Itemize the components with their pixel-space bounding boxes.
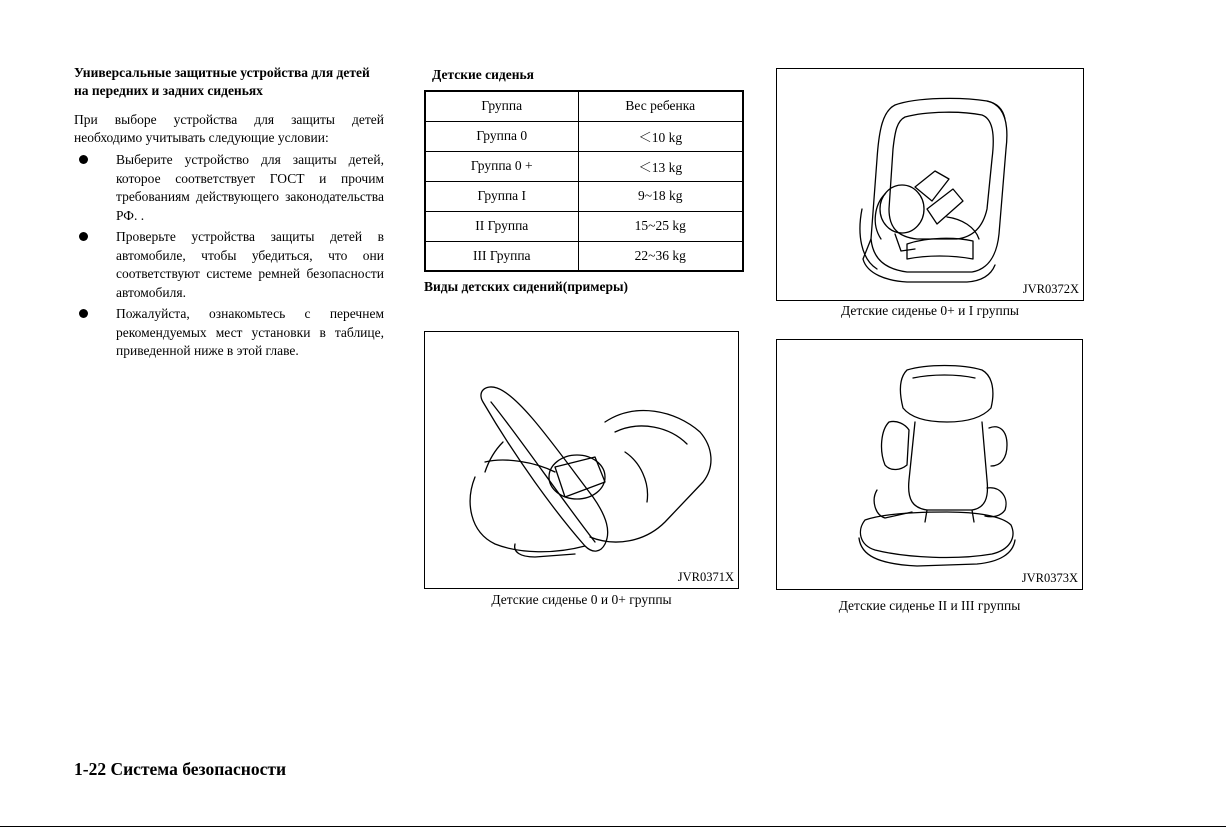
bullet-icon bbox=[79, 309, 88, 318]
table-header-row bbox=[425, 91, 743, 121]
table-cell-group: Группа 0 bbox=[425, 121, 578, 151]
table-title: Детские сиденья bbox=[432, 67, 534, 82]
list-item-text: Пожалуйста, ознакомьтесь с перечнем рекомендуемых мест установки в таблице, приведенной ниже в этой главе. bbox=[116, 306, 384, 358]
column-header-weight: Вес ребенка bbox=[578, 91, 743, 121]
figure-convertible-seat bbox=[776, 68, 1084, 301]
table-cell-group: Группа I bbox=[425, 181, 578, 211]
table-cell-weight: 22~36 kg bbox=[578, 241, 743, 271]
list-item-text: Проверьте устройства защиты детей в автомобиле, чтобы убедиться, что они соответствуют системе ремней безопасности автомобиля. bbox=[116, 229, 384, 300]
table-cell-group: Группа 0 + bbox=[425, 151, 578, 181]
conditions-list bbox=[74, 151, 384, 364]
list-item bbox=[74, 228, 384, 302]
table-cell-group: II Группа bbox=[425, 211, 578, 241]
table-cell-weight: 15~25 kg bbox=[578, 211, 743, 241]
table-row bbox=[425, 121, 743, 151]
list-item bbox=[74, 305, 384, 361]
seat-kinds-title: Виды детских сидений(примеры) bbox=[424, 279, 629, 294]
list-item bbox=[74, 151, 384, 225]
table-cell-weight: ＜13 kg bbox=[578, 151, 743, 181]
table-row bbox=[425, 151, 743, 181]
intro-paragraph: При выборе устройства для защиты детей необходимо учитывать следующие условии: bbox=[74, 112, 384, 145]
figure-caption: Детские сиденье II и III группы bbox=[838, 598, 1021, 613]
convertible-child-seat-icon bbox=[777, 69, 1082, 299]
figure-booster-seat bbox=[776, 339, 1083, 590]
child-seat-weight-table bbox=[424, 90, 744, 272]
table-row bbox=[425, 181, 743, 211]
figure-caption: Детские сиденье 0 и 0+ группы bbox=[491, 592, 672, 607]
column-header-group: Группа bbox=[425, 91, 578, 121]
table-cell-weight: 9~18 kg bbox=[578, 181, 743, 211]
list-item-text: Выберите устройство для защиты детей, которое соответствует ГОСТ и прочим требованиям действующего законодательства РФ. . bbox=[116, 152, 384, 223]
bottom-divider bbox=[0, 826, 1226, 827]
figure-code: JVR0373X bbox=[1021, 571, 1078, 585]
bullet-icon bbox=[79, 232, 88, 241]
table-cell-group: III Группа bbox=[425, 241, 578, 271]
bullet-icon bbox=[79, 155, 88, 164]
figure-caption: Детские сиденье 0+ и I группы bbox=[841, 303, 1019, 318]
page-footer: 1-22 Система безопасности bbox=[74, 759, 287, 779]
table-cell-weight: ＜10 kg bbox=[578, 121, 743, 151]
figure-code: JVR0371X bbox=[677, 570, 734, 584]
infant-carrier-icon bbox=[425, 332, 737, 587]
booster-seat-icon bbox=[777, 340, 1081, 588]
figure-code: JVR0372X bbox=[1022, 282, 1079, 296]
figure-infant-carrier bbox=[424, 331, 739, 589]
section-heading: Универсальные защитные устройства для детей на передних и задних сиденьях bbox=[74, 65, 370, 98]
table-row bbox=[425, 241, 743, 271]
table-row bbox=[425, 211, 743, 241]
